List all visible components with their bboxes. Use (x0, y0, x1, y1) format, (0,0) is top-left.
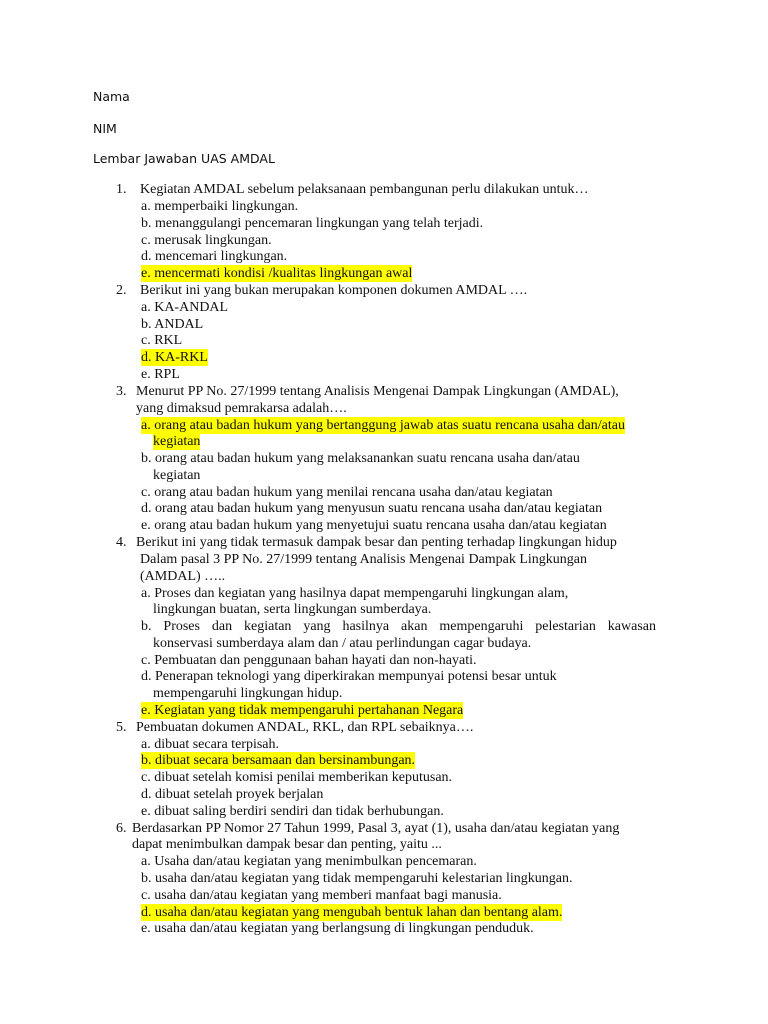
option-c: c. usaha dan/atau kegiatan yang memberi manfaat bagi manusia. (141, 888, 502, 903)
option-b: b. orang atau badan hukum yang melaksanankan suatu rencana usaha dan/atau (141, 451, 580, 466)
option-a: a. KA-ANDAL (141, 300, 229, 315)
nim-label: NIM (93, 121, 117, 136)
option-b: b. ANDAL (141, 317, 204, 332)
option-a: a. memperbaiki lingkungan. (141, 199, 299, 214)
option-b: b. menanggulangi pencemaran lingkungan yang telah terjadi. (141, 216, 484, 231)
option-e: e. usaha dan/atau kegiatan yang berlangsung di lingkungan penduduk. (141, 921, 534, 936)
option-e-answer: e. Kegiatan yang tidak mempengaruhi pertahanan Negara (141, 703, 464, 718)
question-text-line-1: Menurut PP No. 27/1999 tentang Analisis Mengenai Dampak Lingkungan (AMDAL), (136, 384, 619, 399)
option-d: d. dibuat setelah proyek berjalan (141, 787, 324, 802)
option-d-answer: d. KA-RKL (141, 350, 208, 365)
option-a: a. Proses dan kegiatan yang hasilnya dapat mempengaruhi lingkungan alam, (141, 586, 569, 601)
option-b: b. usaha dan/atau kegiatan yang tidak mempengaruhi kelestarian lingkungan. (141, 871, 573, 886)
option-b-cont: kegiatan (153, 468, 201, 483)
question-number: 6. (116, 821, 127, 836)
option-e: e. RPL (141, 367, 180, 382)
question-number: 1. (116, 182, 127, 197)
option-e: e. dibuat saling berdiri sendiri dan tidak berhubungan. (141, 804, 444, 819)
option-e-answer: e. mencermati kondisi /kualitas lingkungan awal (141, 266, 413, 281)
question-text-line-2: yang dimaksud pemrakarsa adalah…. (136, 401, 347, 416)
option-c: c. merusak lingkungan. (141, 233, 272, 248)
option-a-cont: lingkungan buatan, serta lingkungan sumberdaya. (153, 602, 432, 617)
question-text-line-1: Berdasarkan PP Nomor 27 Tahun 1999, Pasal 3, ayat (1), usaha dan/atau kegiatan yang (132, 821, 620, 836)
option-b-answer: b. dibuat secara bersamaan dan bersinambungan. (141, 753, 416, 768)
question-number: 3. (116, 384, 127, 399)
option-b: b. Proses dan kegiatan yang hasilnya akan mempengaruhi pelestarian kawasan (141, 619, 656, 634)
question-number: 5. (116, 720, 127, 735)
option-d: d. mencemari lingkungan. (141, 249, 288, 264)
question-text-line-2: Dalam pasal 3 PP No. 27/1999 tentang Analisis Mengenai Dampak Lingkungan (140, 552, 588, 567)
option-c: c. Pembuatan dan penggunaan bahan hayati dan non-hayati. (141, 653, 477, 668)
option-b-cont: konservasi sumberdaya alam dan / atau perlindungan cagar budaya. (153, 636, 532, 651)
option-d-cont: mempengaruhi lingkungan hidup. (153, 686, 343, 701)
option-d-answer: d. usaha dan/atau kegiatan yang mengubah bentuk lahan dan bentang alam. (141, 905, 563, 920)
option-a-answer: a. orang atau badan hukum yang bertanggung jawab atas suatu rencana usaha dan/atau (141, 418, 625, 433)
question-text-line-2: dapat menimbulkan dampak besar dan penting, yaitu ... (132, 837, 442, 852)
name-label: Nama (93, 89, 130, 104)
option-c: c. RKL (141, 333, 183, 348)
option-c: c. orang atau badan hukum yang menilai rencana usaha dan/atau kegiatan (141, 485, 553, 500)
question-text-line-3: (AMDAL) ….. (140, 569, 226, 584)
question-text-line-1: Berikut ini yang tidak termasuk dampak besar dan penting terhadap lingkungan hidup (136, 535, 617, 550)
option-e: e. orang atau badan hukum yang menyetujui suatu rencana usaha dan/atau kegiatan (141, 518, 607, 533)
question-text: Berikut ini yang bukan merupakan komponen dokumen AMDAL …. (140, 283, 528, 298)
question-number: 2. (116, 283, 127, 298)
option-d: d. orang atau badan hukum yang menyusun suatu rencana usaha dan/atau kegiatan (141, 501, 603, 516)
question-text: Kegiatan AMDAL sebelum pelaksanaan pembangunan perlu dilakukan untuk… (140, 182, 589, 197)
question-text: Pembuatan dokumen ANDAL, RKL, dan RPL sebaiknya…. (136, 720, 474, 735)
option-a: a. dibuat secara terpisah. (141, 737, 279, 752)
option-a-answer-cont: kegiatan (153, 434, 201, 449)
option-d: d. Penerapan teknologi yang diperkirakan mempunyai potensi besar untuk (141, 669, 557, 684)
question-number: 4. (116, 535, 127, 550)
option-a: a. Usaha dan/atau kegiatan yang menimbulkan pencemaran. (141, 854, 477, 869)
sheet-title: Lembar Jawaban UAS AMDAL (93, 151, 275, 166)
option-c: c. dibuat setelah komisi penilai memberikan keputusan. (141, 770, 453, 785)
